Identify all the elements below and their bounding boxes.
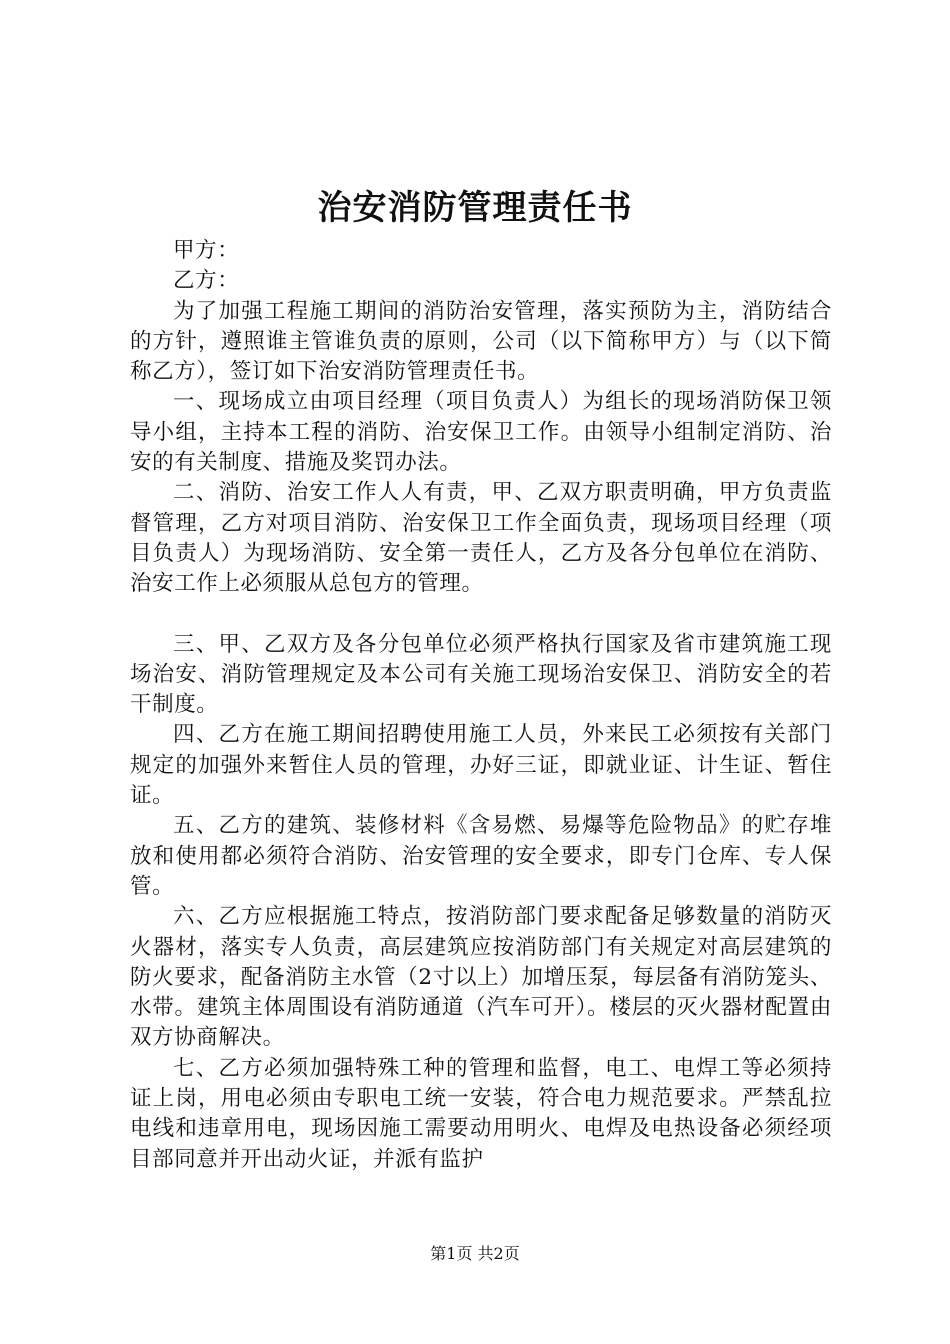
paragraph-clause-6: 六、乙方应根据施工特点，按消防部门要求配备足够数量的消防灭火器材，落实专人负责，高层建筑应按消防部门有关规定对高层建筑的防火要求，配备消防主水管（2寸以上）加增压泵，每层备有消防笼头、水带。建筑主体周围设有消防通道（汽车可开）。楼层的灭火器材配置由双方协商解决。 [130, 904, 832, 1051]
paragraph-clause-5: 五、乙方的建筑、装修材料《含易燃、易爆等危险物品》的贮存堆放和使用都必须符合消防、治安管理的安全要求，即专门仓库、专人保管。 [130, 813, 832, 899]
page-number-indicator: 第1页 共2页 [430, 1244, 520, 1263]
document-body [130, 236, 832, 1175]
paragraph-clause-1: 一、现场成立由项目经理（项目负责人）为组长的现场消防保卫领导小组，主持本工程的消防、治安保卫工作。由领导小组制定消防、治安的有关制度、措施及奖罚办法。 [130, 389, 832, 476]
paragraph-intro: 为了加强工程施工期间的消防治安管理，落实预防为主，消防结合的方针，遵照谁主管谁负责的原则，公司（以下简称甲方）与（以下简称乙方），签订如下治安消防管理责任书。 [130, 298, 832, 385]
paragraph-clause-2: 二、消防、治安工作人人有责，甲、乙双方职责明确，甲方负责监督管理，乙方对项目消防、治安保卫工作全面负责，现场项目经理（项目负责人）为现场消防、安全第一责任人，乙方及各分包单位在消防、治安工作上必须服从总包方的管理。 [130, 480, 832, 597]
page-footer [0, 1243, 950, 1265]
party-b-line: 乙方： [173, 268, 240, 294]
party-a-line: 甲方： [173, 238, 240, 263]
paragraph-clause-7: 七、乙方必须加强特殊工种的管理和监督，电工、电焊工等必须持证上岗，用电必须由专职电工统一安装，符合电力规范要求。严禁乱拉电线和违章用电，现场因施工需要动用明火、电焊及电热设备必须经项目部同意并开出动火证，并派有监护 [130, 1055, 832, 1172]
paragraph-clause-4: 四、乙方在施工期间招聘使用施工人员，外来民工必须按有关部门规定的加强外来暂住人员的管理，办好三证，即就业证、计生证、暂住证。 [130, 722, 832, 809]
paragraph-clause-3: 三、甲、乙双方及各分包单位必须严格执行国家及省市建筑施工现场治安、消防管理规定及本公司有关施工现场治安保卫、消防安全的若干制度。 [130, 631, 832, 718]
document-title: 治安消防管理责任书 [317, 188, 633, 228]
